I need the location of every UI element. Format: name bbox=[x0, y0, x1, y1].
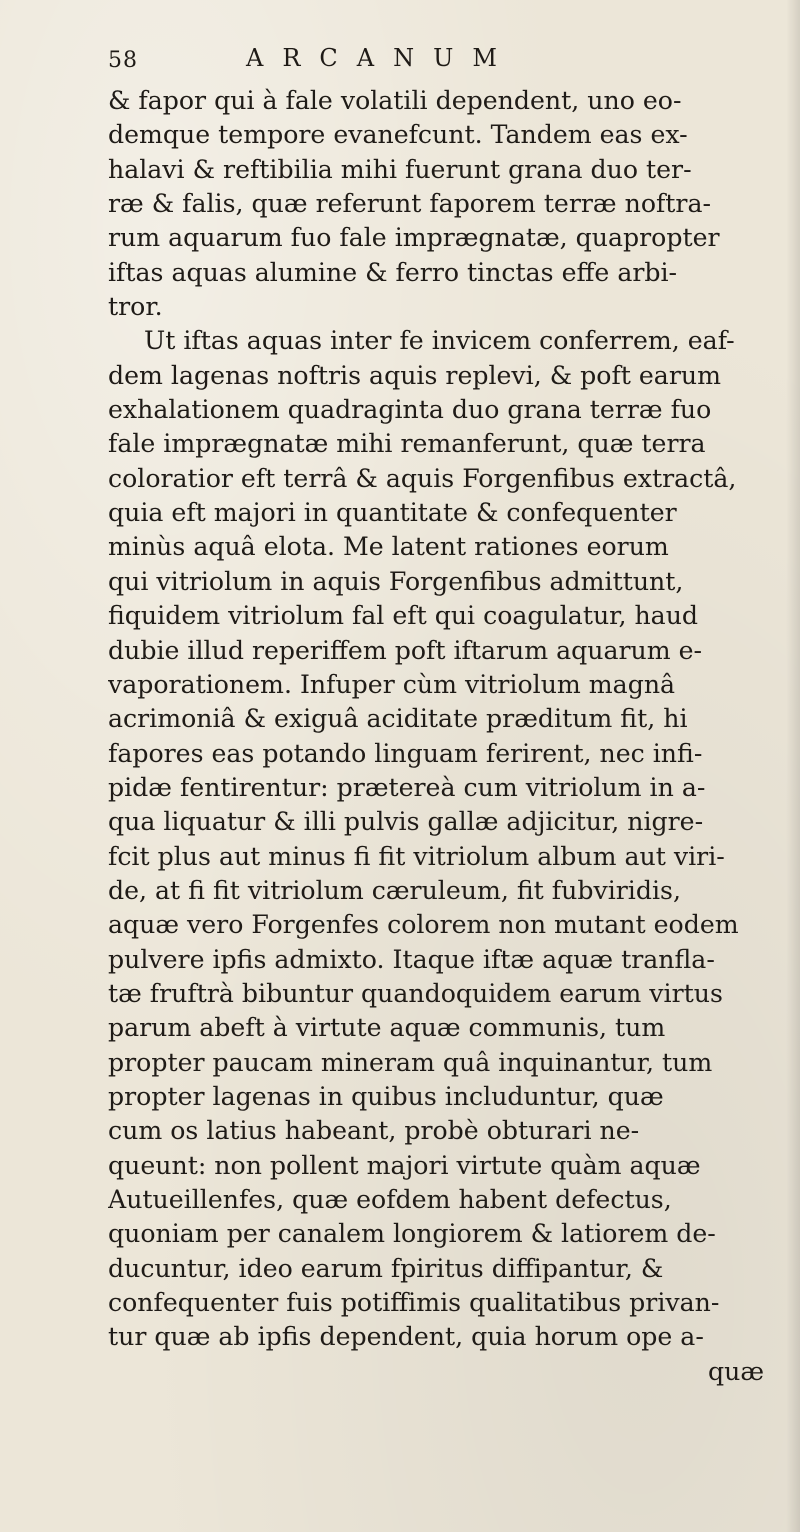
text-line: halavi & reftibilia mihi fuerunt grana duo ter- bbox=[108, 154, 692, 184]
page-edge-shadow bbox=[786, 0, 800, 1532]
text-line: acrimoniâ & exiguâ aciditate præditum fit, hi bbox=[108, 704, 688, 734]
text-line: aquæ vero Forgenfes colorem non mutant eodem bbox=[108, 910, 739, 940]
text-line: de, at fi fit vitriolum cæruleum, fit fubviridis, bbox=[108, 875, 681, 905]
text-line: pidæ fentirentur: prætereà cum vitriolum in a- bbox=[108, 772, 706, 802]
text-line: demque tempore evanefcunt. Tandem eas ex- bbox=[108, 120, 688, 150]
text-line: pulvere ipfis admixto. Itaque iftæ aquæ tranfla- bbox=[108, 944, 715, 974]
text-line: minùs aquâ elota. Me latent rationes eorum bbox=[108, 532, 669, 562]
text-line: fale imprægnatæ mihi remanferunt, quæ terra bbox=[108, 429, 706, 459]
text-line: tror. bbox=[108, 292, 163, 322]
text-line: qua liquatur & illi pulvis gallæ adjicitur, nigre- bbox=[108, 807, 704, 837]
text-line: queunt: non pollent majori virtute quàm aquæ bbox=[108, 1150, 701, 1180]
paragraph-start-line: Ut iftas aquas inter fe invicem conferrem, eaf- bbox=[144, 326, 735, 356]
text-line: Autueillenfes, quæ eofdem habent defectus, bbox=[108, 1185, 672, 1214]
text-line: confequenter fuis potiffimis qualitatibus privan- bbox=[108, 1288, 720, 1318]
page-header bbox=[108, 44, 708, 78]
text-line: cum os latius habeant, probè obturari ne- bbox=[108, 1116, 640, 1146]
text-line: ræ & falis, quæ referunt faporem terræ noftra- bbox=[108, 189, 711, 219]
text-line: coloratior eft terrâ & aquis Forgenfibus extractâ, bbox=[108, 463, 737, 493]
text-line: propter paucam mineram quâ inquinantur, tum bbox=[108, 1047, 713, 1077]
text-line: & fapor qui à fale volatili dependent, uno eo- bbox=[108, 86, 682, 115]
text-line: fcit plus aut minus fi fit vitriolum album aut viri- bbox=[108, 841, 725, 871]
running-head: ARCANUM bbox=[246, 44, 516, 72]
text-line: parum abeft à virtute aquæ communis, tum bbox=[108, 1013, 666, 1043]
text-line: tæ fruftrà bibuntur quandoquidem earum virtus bbox=[108, 978, 723, 1008]
text-line: quoniam per canalem longiorem & latiorem de- bbox=[108, 1219, 716, 1249]
text-line: propter lagenas in quibus includuntur, quæ bbox=[108, 1081, 664, 1111]
text-line: exhalationem quadraginta duo grana terræ fuo bbox=[108, 395, 712, 425]
text-line: tur quæ ab ipfis dependent, quia horum ope a- bbox=[108, 1322, 704, 1352]
catchword: quæ bbox=[707, 1356, 764, 1386]
text-line: qui vitriolum in aquis Forgenfibus admittunt, bbox=[108, 566, 684, 596]
text-line: fapores eas potando linguam ferirent, nec infi- bbox=[108, 738, 703, 768]
text-line: dem lagenas noftris aquis replevi, & poft earum bbox=[108, 360, 721, 390]
text-line: quia eft majori in quantitate & confequenter bbox=[108, 498, 677, 528]
text-line: dubie illud reperiffem poft iftarum aquarum e- bbox=[108, 635, 703, 665]
text-line: iftas aquas alumine & ferro tinctas effe arbi- bbox=[108, 257, 678, 287]
page-number: 58 bbox=[108, 48, 138, 73]
text-line: rum aquarum fuo fale imprægnatæ, quapropter bbox=[108, 223, 720, 253]
body-text bbox=[108, 84, 788, 1389]
text-line: fiquidem vitriolum fal eft qui coagulatur, haud bbox=[108, 601, 699, 631]
text-line: ducuntur, ideo earum fpiritus diffipantur, & bbox=[108, 1253, 664, 1283]
text-line: vaporationem. Infuper cùm vitriolum magnâ bbox=[108, 669, 676, 699]
